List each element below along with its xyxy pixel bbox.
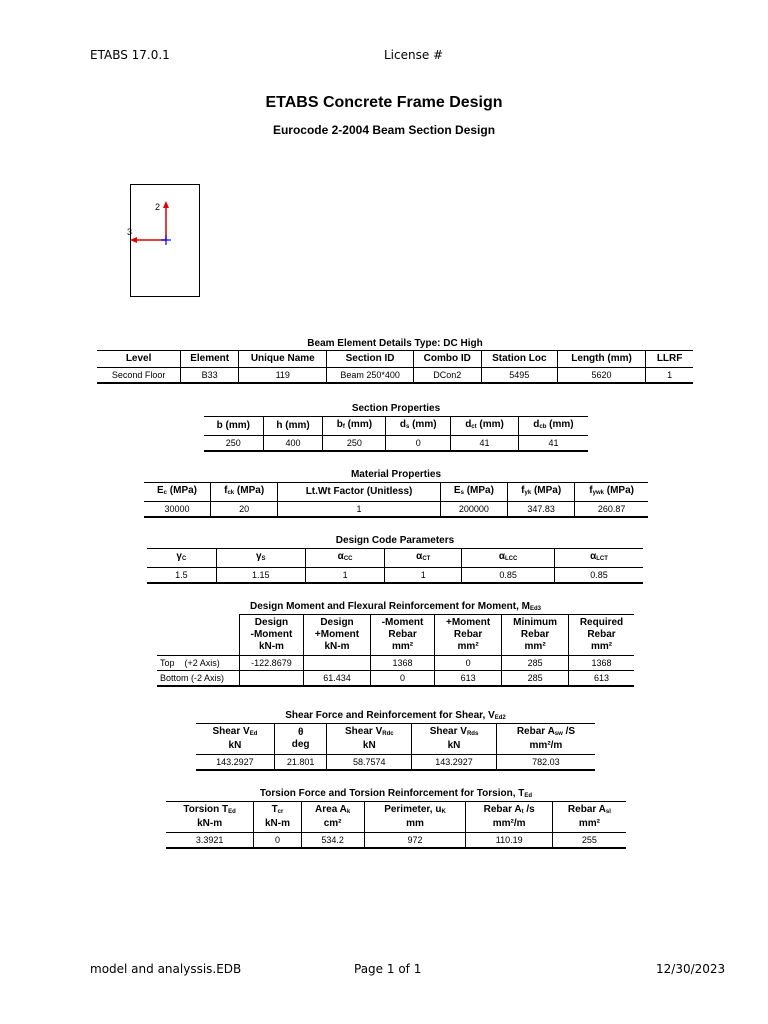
table-row	[147, 568, 643, 584]
col-minimum-rebar: Minimum Rebar mm²	[502, 615, 569, 656]
cell	[303, 656, 370, 671]
col-es: $E_s$ (MPa)	[440, 483, 507, 502]
footer-date: 12/30/2023	[656, 962, 726, 976]
table-row	[97, 368, 693, 384]
col-llrf: LLRF	[646, 351, 693, 368]
col-gamma-s: $\gamma_S$	[216, 549, 305, 568]
col-dct: $d_{ct}$ (mm)	[451, 417, 519, 436]
cell: 143.2927	[196, 755, 274, 771]
col-combo-id: Combo ID	[413, 351, 481, 368]
cell: 1	[278, 502, 441, 518]
header-app-version: ETABS 17.0.1	[90, 48, 170, 62]
col-section-id: Section ID	[327, 351, 413, 368]
cell: 143.2927	[412, 755, 497, 771]
cell: 782.03	[496, 755, 595, 771]
page-subtitle: Eurocode 2-2004 Beam Section Design	[272, 123, 496, 137]
cell: 285	[502, 671, 569, 687]
cell: 972	[364, 833, 466, 849]
col-pos-moment-rebar: +Moment Rebar mm²	[435, 615, 502, 656]
cell: 41	[518, 436, 588, 452]
col-element: Element	[181, 351, 239, 368]
footer-filename: model and analyssis.EDB	[90, 962, 242, 976]
col-length: Length (mm)	[557, 351, 645, 368]
cell: 285	[502, 656, 569, 671]
cell: 3.3921	[166, 833, 254, 849]
cell: 5620	[557, 368, 645, 384]
col-fyk: $f_{yk}$ (MPa)	[508, 483, 575, 502]
table-row	[166, 833, 626, 849]
cell: 0.85	[554, 568, 643, 584]
axis-3-label: 3	[127, 227, 133, 237]
cell: 1.15	[216, 568, 305, 584]
col-level: Level	[97, 351, 181, 368]
axis-3-arrowhead	[130, 237, 137, 243]
cell: 20	[211, 502, 278, 518]
cell: 0	[371, 671, 435, 687]
col-alpha-lct: $\alpha_{LCT}$	[554, 549, 643, 568]
cell: 1	[385, 568, 462, 584]
col-ec: $E_c$ (MPa)	[144, 483, 211, 502]
axis-2-arrowhead	[163, 201, 169, 208]
material-props-caption: Material Properties	[350, 469, 442, 480]
table-row	[144, 502, 648, 518]
cell: 1	[305, 568, 384, 584]
cell	[240, 671, 304, 687]
cell: 260.87	[575, 502, 648, 518]
cell: 0	[386, 436, 451, 452]
section-props-caption: Section Properties	[351, 403, 441, 414]
cell: 250	[323, 436, 386, 452]
col-tcr: $T_{cr}$ kN-m	[254, 802, 302, 833]
col-alpha-lcc: $\alpha_{LCC}$	[462, 549, 555, 568]
cell: 119	[239, 368, 327, 384]
cell: 30000	[144, 502, 211, 518]
axis-2-label: 2	[155, 202, 161, 212]
page-title: ETABS Concrete Frame Design	[265, 94, 503, 111]
material-props-table	[144, 482, 648, 518]
moment-table	[157, 614, 634, 687]
cell: -122.8679	[240, 656, 304, 671]
table-row	[196, 755, 595, 771]
col-ltwt: Lt.Wt Factor (Unitless)	[278, 483, 441, 502]
col-rebar-asw: Rebar $A_{sw}$ /S mm²/m	[496, 724, 595, 755]
col-required-rebar: Required Rebar mm²	[569, 615, 635, 656]
row-label: Top (+2 Axis)	[157, 656, 240, 671]
col-design-pos-moment: Design +Moment kN-m	[303, 615, 370, 656]
cell: 58.7574	[327, 755, 412, 771]
col-torsion-ted: Torsion $T_{Ed}$ kN-m	[166, 802, 254, 833]
local-axes-diagram	[121, 183, 181, 263]
col-ds: $d_s$ (mm)	[386, 417, 451, 436]
col-perimeter-uk: Perimeter, $u_K$ mm	[364, 802, 466, 833]
footer-page-number: Page 1 of 1	[354, 962, 422, 976]
cell: 534.2	[301, 833, 364, 849]
beam-details-caption: Beam Element Details Type: DC High	[307, 338, 483, 349]
table-row	[157, 656, 634, 671]
cell: 110.19	[466, 833, 552, 849]
col-fck: $f_{ck}$ (MPa)	[211, 483, 278, 502]
torsion-caption: Torsion Force and Torsion Reinforcement for Torsion, $T_{Ed}$	[259, 788, 533, 799]
cell: 1.5	[147, 568, 216, 584]
cell: DCon2	[413, 368, 481, 384]
col-unique-name: Unique Name	[239, 351, 327, 368]
col-shear-ved: Shear $V_{Ed}$ kN	[196, 724, 274, 755]
col-rebar-asl: Rebar $A_{sl}$ mm²	[552, 802, 626, 833]
cell: Beam 250*400	[327, 368, 413, 384]
torsion-table	[166, 801, 626, 849]
shear-caption: Shear Force and Reinforcement for Shear, $V_{Ed2}$	[285, 710, 506, 721]
cell: 255	[552, 833, 626, 849]
cell: 0	[435, 656, 502, 671]
row-label: Bottom (-2 Axis)	[157, 671, 240, 687]
col-station-loc: Station Loc	[481, 351, 557, 368]
col-fywk: $f_{ywk}$ (MPa)	[575, 483, 648, 502]
cell: 400	[263, 436, 323, 452]
design-code-caption: Design Code Parameters	[335, 535, 455, 546]
col-dcb: $d_{cb}$ (mm)	[518, 417, 588, 436]
cell: 1	[646, 368, 693, 384]
cell: 21.801	[274, 755, 327, 771]
cell: 1368	[371, 656, 435, 671]
section-diagram	[127, 184, 200, 297]
cell: 0.85	[462, 568, 555, 584]
cell: 61.434	[303, 671, 370, 687]
cell: 613	[569, 671, 635, 687]
col-alpha-cc: $\alpha_{CC}$	[305, 549, 384, 568]
cell: 0	[254, 833, 302, 849]
col-alpha-ct: $\alpha_{CT}$	[385, 549, 462, 568]
col-blank	[157, 615, 240, 656]
table-row	[157, 671, 634, 687]
table-row	[204, 436, 588, 452]
cell: 613	[435, 671, 502, 687]
moment-caption: Design Moment and Flexural Reinforcement for Moment, $M_{Ed3}$	[249, 601, 542, 612]
design-code-table	[147, 548, 643, 584]
col-neg-moment-rebar: -Moment Rebar mm²	[371, 615, 435, 656]
cell: 41	[451, 436, 519, 452]
header-license: License #	[384, 48, 444, 62]
beam-details-table	[97, 350, 693, 384]
col-h: h (mm)	[263, 417, 323, 436]
col-rebar-at: Rebar $A_t$ /s mm²/m	[466, 802, 552, 833]
cell: 250	[204, 436, 263, 452]
col-area-ak: Area $A_k$ cm²	[301, 802, 364, 833]
cell: 347.83	[508, 502, 575, 518]
col-shear-vrds: Shear $V_{Rds}$ kN	[412, 724, 497, 755]
cell: 200000	[440, 502, 507, 518]
col-design-neg-moment: Design -Moment kN-m	[240, 615, 304, 656]
col-gamma-c: $\gamma_C$	[147, 549, 216, 568]
col-b: b (mm)	[204, 417, 263, 436]
col-bf: $b_f$ (mm)	[323, 417, 386, 436]
shear-table	[196, 723, 595, 771]
cell: B33	[181, 368, 239, 384]
cell: Second Floor	[97, 368, 181, 384]
col-theta: θ deg	[274, 724, 327, 755]
col-shear-vrdc: Shear $V_{Rdc}$ kN	[327, 724, 412, 755]
section-props-table	[204, 416, 588, 452]
cell: 5495	[481, 368, 557, 384]
cell: 1368	[569, 656, 635, 671]
